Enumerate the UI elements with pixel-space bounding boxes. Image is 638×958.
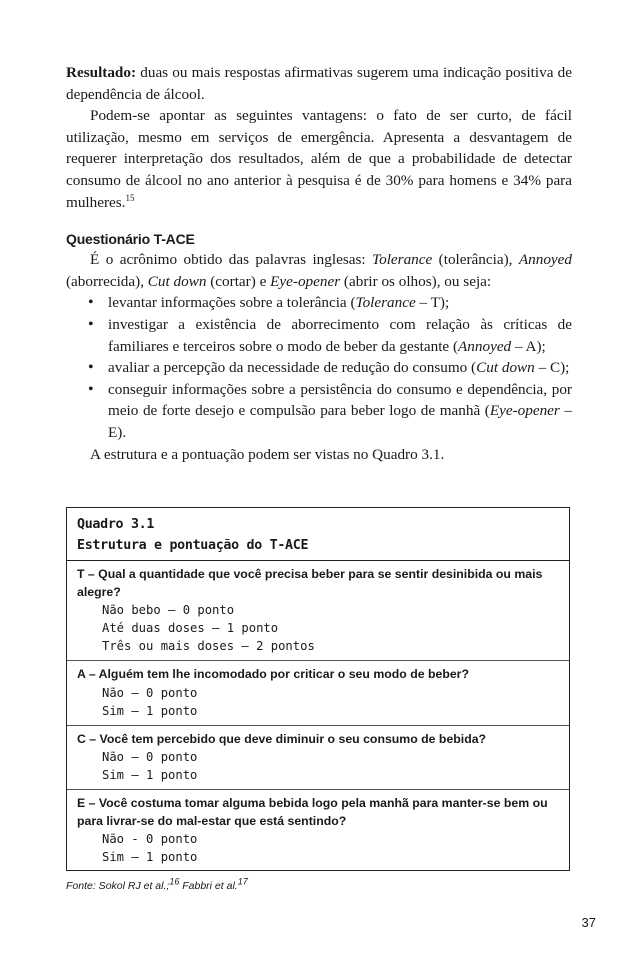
option: Não – 0 ponto xyxy=(102,750,198,764)
closing-paragraph: A estrutura e a pontuação podem ser vistas no Quadro 3.1. xyxy=(90,445,445,463)
intro-paragraph xyxy=(66,249,572,292)
list-item xyxy=(88,314,572,357)
bullet-text: – T); xyxy=(415,294,450,312)
option: Não bebo – 0 ponto xyxy=(102,603,235,617)
reference-marker: 16 xyxy=(169,876,180,887)
bullet-text: conseguir informações sobre a persistência do consumo e dependência, por meio de forte desejo e compulsão para beber logo de manhã ( xyxy=(108,380,572,420)
option: Não - 0 ponto xyxy=(102,832,198,846)
source-text: Fabbri et al. xyxy=(179,880,238,892)
question-c xyxy=(67,726,569,791)
reference-marker: 17 xyxy=(237,876,248,887)
term-cut-down: Cut down xyxy=(147,272,207,290)
result-paragraph xyxy=(66,62,572,105)
bullet-term: Cut down xyxy=(476,359,535,377)
option: Sim – 1 ponto xyxy=(102,768,198,782)
bullet-text: investigar a existência de aborrecimento com relação às críticas de familiares e terceiros sobre o modo de beber da gestante ( xyxy=(108,315,572,355)
bullet-text: – E). xyxy=(108,402,573,441)
advantages-paragraph xyxy=(66,105,572,213)
bullet-text: avaliar a percepção da necessidade de redução do consumo ( xyxy=(108,359,477,377)
bullet-text: levantar informações sobre a tolerância ( xyxy=(108,294,356,312)
question-t xyxy=(67,561,569,661)
section-heading: Questionário T-ACE xyxy=(66,231,195,248)
source-label: Fonte: Sokol RJ et al.; xyxy=(66,880,170,892)
intro-text: (abrir os olhos), ou seja: xyxy=(340,272,492,290)
list-item xyxy=(88,292,572,314)
question-text: A – Alguém tem lhe incomodado por criticar o seu modo de beber? xyxy=(77,667,469,681)
bullet-term: Tolerance xyxy=(355,294,416,312)
list-item xyxy=(88,379,572,444)
question-text: E – Você costuma tomar alguma bebida logo pela manhã para manter-se bem ou para livrar-se do mal-estar que está sentindo? xyxy=(77,796,548,828)
bullet-text: – C); xyxy=(534,359,570,377)
intro-text: É o acrônimo obtido das palavras inglesas: xyxy=(90,251,373,269)
quadro-number: Quadro 3.1 xyxy=(77,517,155,532)
reference-marker: 15 xyxy=(125,192,135,203)
quadro-box xyxy=(66,507,570,871)
question-a xyxy=(67,661,569,726)
term-annoyed: Annoyed xyxy=(518,251,573,269)
question-text: C – Você tem percebido que deve diminuir o seu consumo de bebida? xyxy=(77,731,487,746)
advantages-text: Podem-se apontar as seguintes vantagens: o fato de ser curto, de fácil utilização, mesmo em serviços de emergência. Apresenta a desvantagem de requerer interpretação dos resultados, além de que a probabilidade de detectar consumo de álcool no ano anterior à pesquisa é de 30% para homens e 34% para mulheres. xyxy=(66,107,572,211)
result-label: Resultado: xyxy=(66,64,137,81)
source-note xyxy=(66,876,248,892)
quadro-caption: Estrutura e pontuação do T-ACE xyxy=(77,538,309,553)
page-number: 37 xyxy=(581,915,596,930)
result-text: duas ou mais respostas afirmativas sugerem uma indicação positiva de dependência de álcool. xyxy=(66,64,572,103)
term-tolerance: Tolerance xyxy=(372,251,433,269)
question-e xyxy=(67,790,569,871)
option: Três ou mais doses – 2 pontos xyxy=(102,639,315,653)
option: Até duas doses – 1 ponto xyxy=(102,621,279,635)
option: Sim – 1 ponto xyxy=(102,703,198,718)
question-text: T – Qual a quantidade que você precisa beber para se sentir desinibida ou mais alegre? xyxy=(77,567,543,599)
option: Sim – 1 ponto xyxy=(102,850,198,864)
quadro-title xyxy=(67,508,569,561)
bullet-list xyxy=(66,292,572,443)
intro-text: (aborrecida), xyxy=(66,272,148,290)
bullet-text: – A); xyxy=(511,337,546,355)
term-eye-opener: Eye-opener xyxy=(270,272,341,290)
body-text xyxy=(66,62,572,465)
intro-text: (cortar) e xyxy=(206,272,271,290)
bullet-term: Annoyed xyxy=(458,337,512,355)
bullet-term: Eye-opener xyxy=(489,402,560,420)
list-item xyxy=(88,357,572,379)
option: Não – 0 ponto xyxy=(102,685,198,700)
intro-text: (tolerância), xyxy=(432,251,519,269)
